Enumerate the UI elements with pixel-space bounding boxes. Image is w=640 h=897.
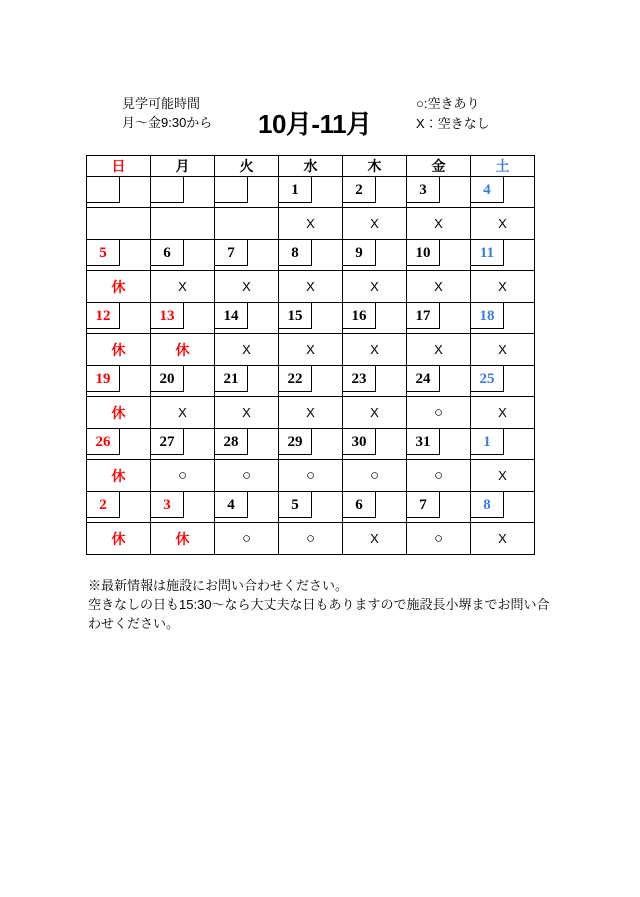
availability-mark: X (151, 271, 215, 303)
availability-calendar (86, 155, 535, 555)
availability-mark: 休 (87, 523, 151, 555)
day-number: 2 (342, 176, 376, 203)
day-number-row (87, 429, 535, 460)
availability-mark: X (471, 271, 535, 303)
availability-mark: ○ (407, 397, 471, 429)
day-number: 11 (470, 239, 504, 266)
day-number-row (87, 177, 535, 208)
availability-mark: X (471, 334, 535, 366)
day-cell (87, 429, 151, 460)
note-line-2: 空きなしの日も15:30〜なら大丈夫な日もありますので施設長小堺までお問い合わせください。 (88, 597, 550, 631)
day-cell (151, 177, 215, 208)
day-cell (471, 429, 535, 460)
day-number: 19 (86, 365, 120, 392)
availability-mark: ○ (407, 523, 471, 555)
availability-mark: X (279, 208, 343, 240)
dow-wednesday: 水 (279, 156, 343, 177)
day-cell (279, 366, 343, 397)
day-cell (407, 429, 471, 460)
day-number: 18 (470, 302, 504, 329)
dow-saturday: 土 (471, 156, 535, 177)
day-number: 1 (278, 176, 312, 203)
availability-mark: X (279, 397, 343, 429)
availability-mark: X (215, 397, 279, 429)
availability-mark: ○ (407, 460, 471, 492)
day-number: 21 (214, 365, 248, 392)
day-number-row (87, 492, 535, 523)
day-number: 25 (470, 365, 504, 392)
day-number: 3 (406, 176, 440, 203)
day-number: 24 (406, 365, 440, 392)
day-cell (471, 366, 535, 397)
availability-row (87, 397, 535, 429)
legend-available: ○:空きあり (416, 96, 480, 111)
day-number: 6 (342, 491, 376, 518)
availability-mark: X (279, 334, 343, 366)
day-number: 31 (406, 428, 440, 455)
day-cell (407, 303, 471, 334)
day-cell (87, 366, 151, 397)
note-line-1: ※最新情報は施設にお問い合わせください。 (88, 578, 349, 593)
day-cell (343, 240, 407, 271)
day-cell (215, 240, 279, 271)
dow-friday: 金 (407, 156, 471, 177)
day-number: 23 (342, 365, 376, 392)
legend (416, 94, 490, 134)
availability-mark: ○ (279, 523, 343, 555)
visiting-hours-label: 見学可能時間 (122, 96, 201, 111)
footer-notes (88, 576, 558, 633)
availability-mark (215, 208, 279, 240)
day-number: 22 (278, 365, 312, 392)
availability-mark: X (151, 397, 215, 429)
day-cell (279, 492, 343, 523)
day-number: 3 (150, 491, 184, 518)
day-cell (215, 177, 279, 208)
day-number-row (87, 303, 535, 334)
availability-mark: X (407, 208, 471, 240)
legend-full: X：空きなし (416, 116, 490, 131)
day-number: 8 (470, 491, 504, 518)
availability-row (87, 523, 535, 555)
availability-mark: X (279, 271, 343, 303)
day-number-row (87, 240, 535, 271)
day-number: 4 (470, 176, 504, 203)
day-cell (407, 492, 471, 523)
day-cell (279, 429, 343, 460)
day-number: 4 (214, 491, 248, 518)
dow-sunday: 日 (87, 156, 151, 177)
day-number: 2 (86, 491, 120, 518)
availability-mark: X (343, 397, 407, 429)
day-number: 26 (86, 428, 120, 455)
day-number: 17 (406, 302, 440, 329)
day-cell (87, 240, 151, 271)
dow-tuesday: 火 (215, 156, 279, 177)
availability-mark: X (215, 334, 279, 366)
availability-mark: ○ (215, 460, 279, 492)
availability-mark: X (343, 271, 407, 303)
availability-mark: X (471, 523, 535, 555)
availability-mark: ○ (215, 523, 279, 555)
availability-mark (151, 208, 215, 240)
day-cell (215, 429, 279, 460)
day-cell (87, 177, 151, 208)
visiting-hours-value: 月〜金9:30から (122, 115, 213, 130)
day-number: 5 (86, 239, 120, 266)
day-number: 6 (150, 239, 184, 266)
day-number (150, 176, 184, 203)
day-number: 14 (214, 302, 248, 329)
day-number: 15 (278, 302, 312, 329)
day-cell (87, 303, 151, 334)
day-cell (215, 303, 279, 334)
day-cell (215, 492, 279, 523)
dow-thursday: 木 (343, 156, 407, 177)
day-cell (343, 177, 407, 208)
day-number (86, 176, 120, 203)
day-number: 10 (406, 239, 440, 266)
day-number: 29 (278, 428, 312, 455)
availability-mark: 休 (87, 397, 151, 429)
day-cell (343, 492, 407, 523)
day-number: 27 (150, 428, 184, 455)
availability-mark: ○ (279, 460, 343, 492)
day-cell (471, 240, 535, 271)
day-number: 7 (406, 491, 440, 518)
day-cell (343, 366, 407, 397)
day-cell (471, 303, 535, 334)
day-cell (471, 177, 535, 208)
availability-mark: 休 (87, 334, 151, 366)
day-number: 13 (150, 302, 184, 329)
availability-mark: X (343, 334, 407, 366)
day-number: 30 (342, 428, 376, 455)
availability-mark: 休 (151, 523, 215, 555)
day-cell (151, 429, 215, 460)
availability-row (87, 334, 535, 366)
visiting-hours-note (122, 94, 212, 132)
availability-mark: 休 (151, 334, 215, 366)
day-number: 9 (342, 239, 376, 266)
availability-mark: ○ (151, 460, 215, 492)
day-number-row (87, 366, 535, 397)
availability-row (87, 208, 535, 240)
day-cell (279, 303, 343, 334)
day-number: 1 (470, 428, 504, 455)
day-number: 8 (278, 239, 312, 266)
day-number: 12 (86, 302, 120, 329)
day-cell (343, 429, 407, 460)
day-cell (151, 240, 215, 271)
document-header (86, 92, 556, 140)
day-number: 7 (214, 239, 248, 266)
day-cell (407, 366, 471, 397)
day-cell (87, 492, 151, 523)
day-cell (151, 366, 215, 397)
day-cell (151, 492, 215, 523)
day-cell (151, 303, 215, 334)
availability-mark: X (343, 208, 407, 240)
availability-mark: X (343, 523, 407, 555)
day-number: 20 (150, 365, 184, 392)
calendar-header-row (87, 156, 535, 177)
availability-mark: X (407, 334, 471, 366)
day-cell (279, 240, 343, 271)
day-cell (343, 303, 407, 334)
availability-row (87, 460, 535, 492)
availability-mark: X (407, 271, 471, 303)
availability-mark: X (471, 460, 535, 492)
availability-mark: 休 (87, 271, 151, 303)
availability-mark: X (471, 208, 535, 240)
day-number: 28 (214, 428, 248, 455)
availability-mark: X (471, 397, 535, 429)
day-cell (215, 366, 279, 397)
availability-mark (87, 208, 151, 240)
page-title: 10月-11月 (258, 109, 372, 139)
day-number: 5 (278, 491, 312, 518)
day-number: 16 (342, 302, 376, 329)
day-cell (471, 492, 535, 523)
day-cell (279, 177, 343, 208)
availability-mark: ○ (343, 460, 407, 492)
dow-monday: 月 (151, 156, 215, 177)
availability-mark: X (215, 271, 279, 303)
availability-row (87, 271, 535, 303)
day-number (214, 176, 248, 203)
day-cell (407, 240, 471, 271)
availability-mark: 休 (87, 460, 151, 492)
day-cell (407, 177, 471, 208)
